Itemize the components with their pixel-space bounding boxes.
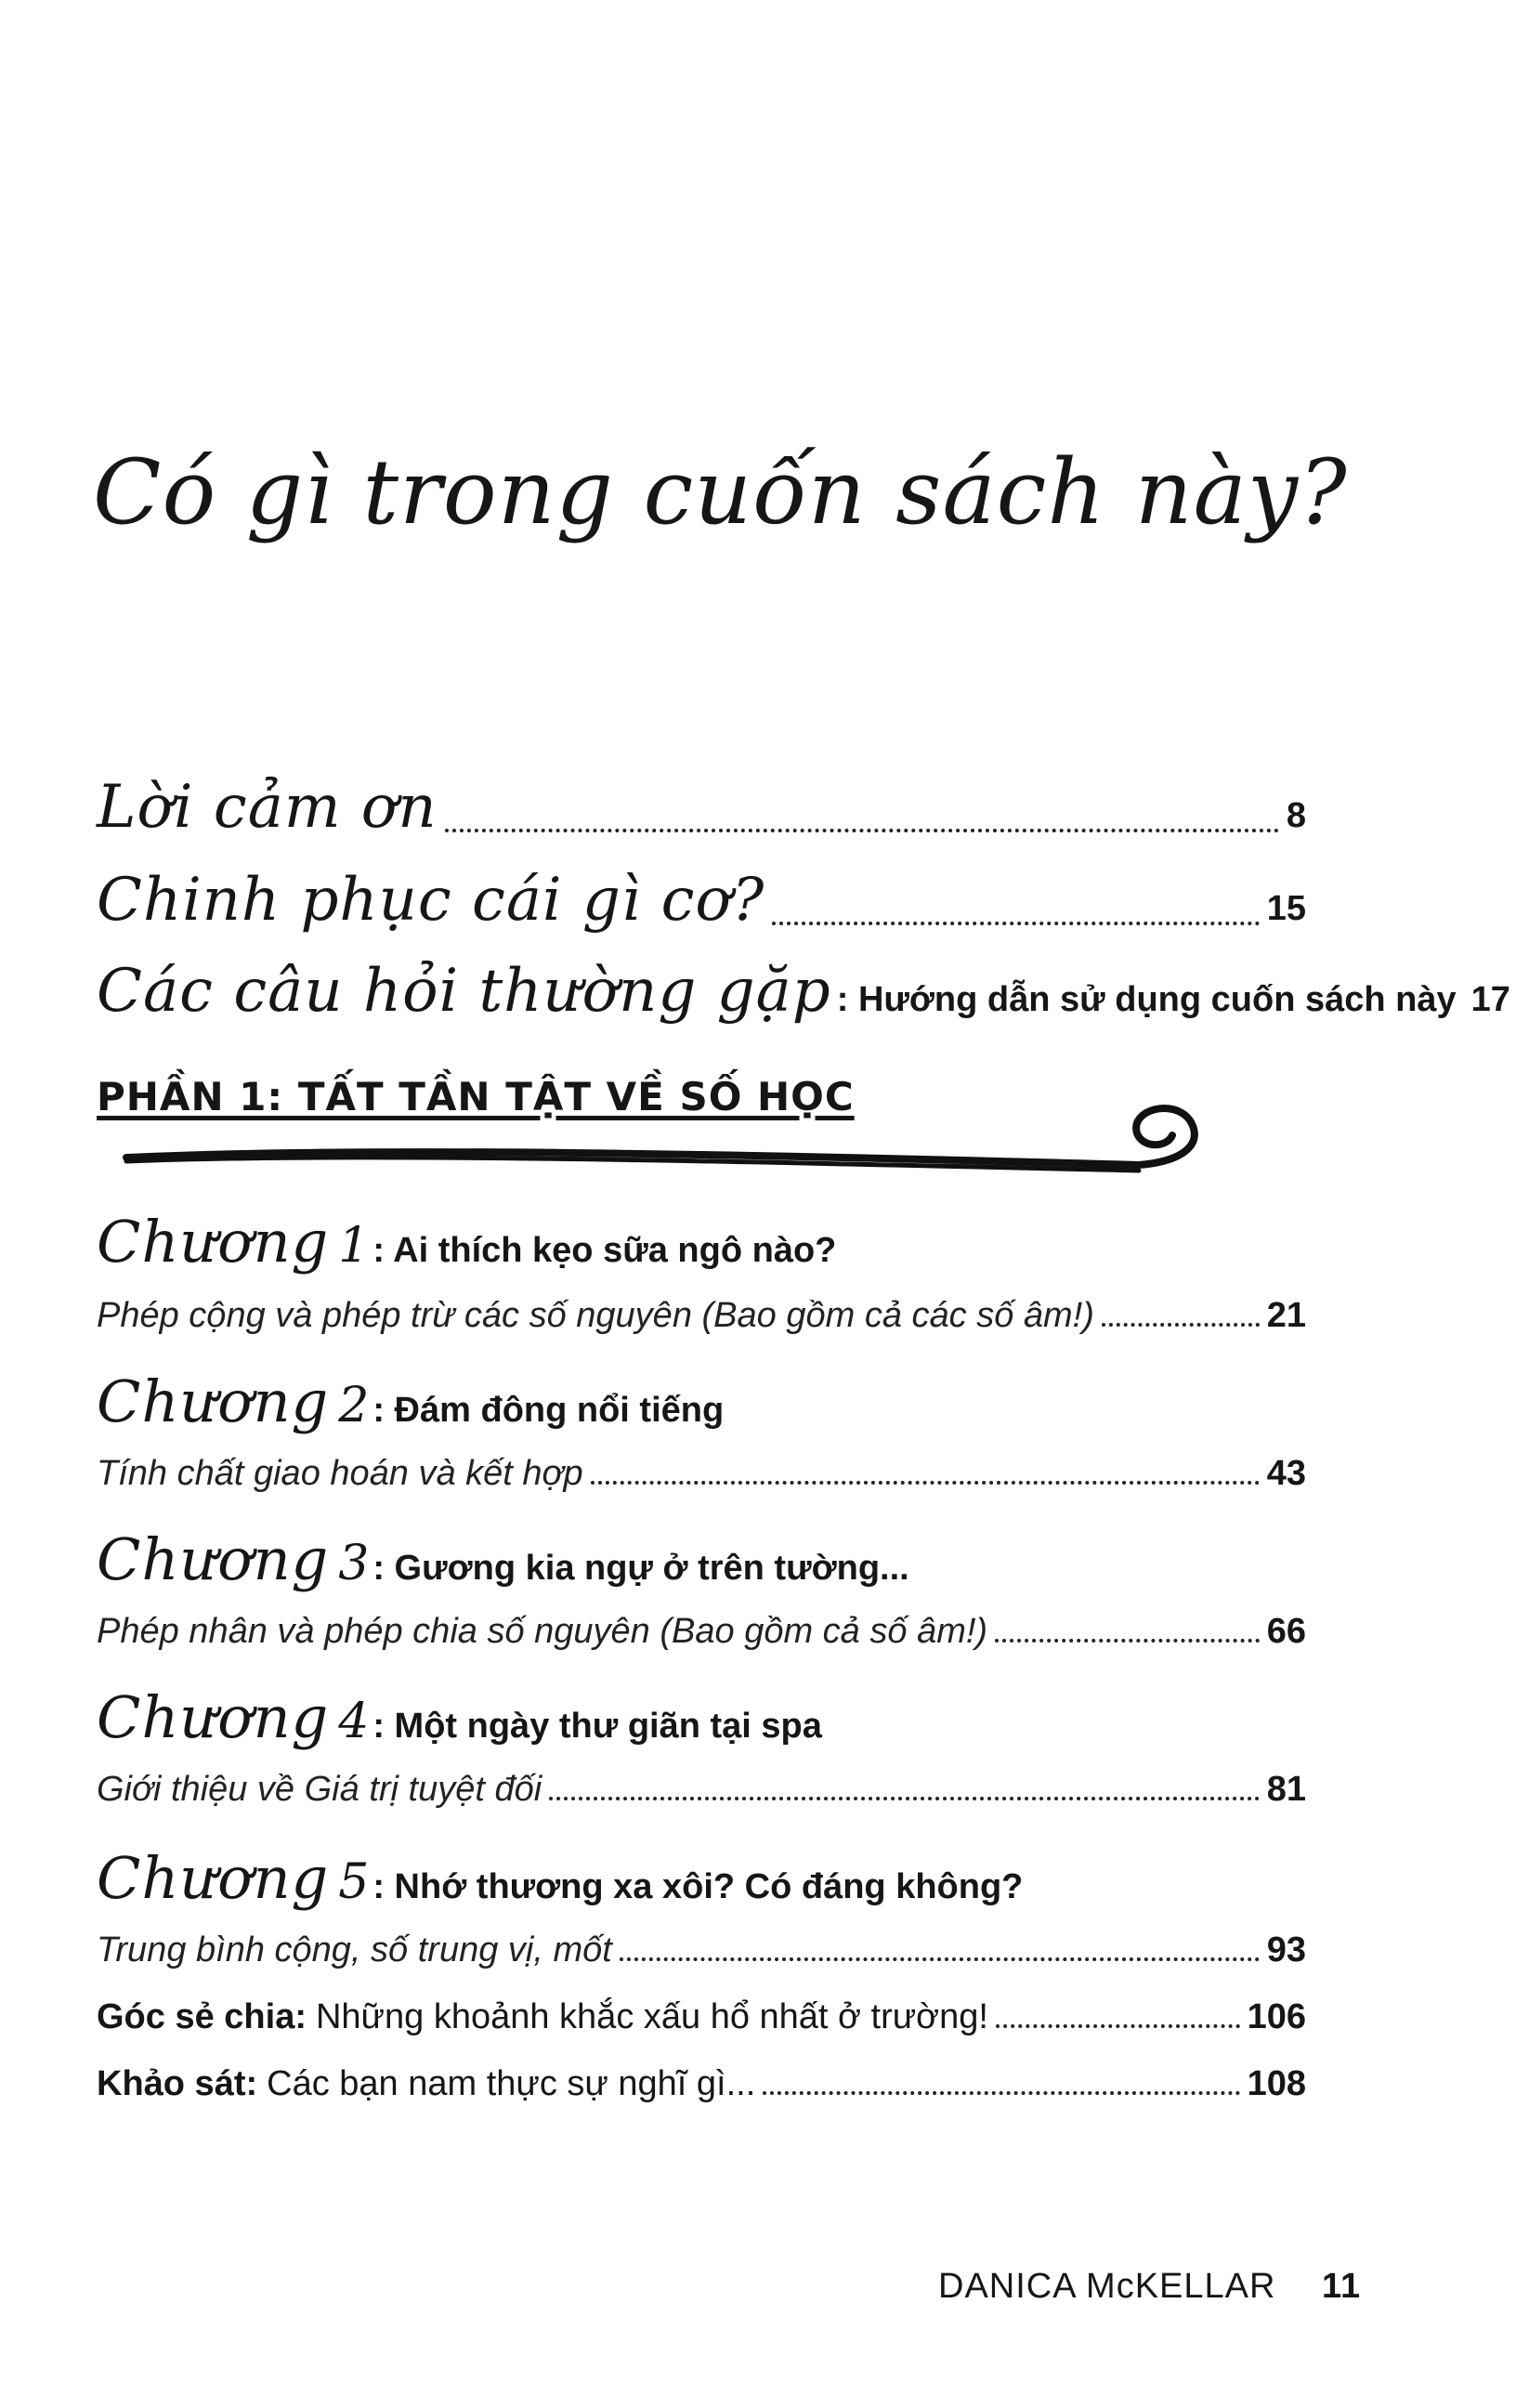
chapter-2-title [97, 1368, 724, 1435]
chapter-word: Chương [97, 1683, 330, 1751]
chapter-number: 4 [338, 1694, 370, 1749]
chapter-name: : Đám đông nổi tiếng [372, 1391, 725, 1430]
toc-entry-chapter-4[interactable] [97, 1770, 1306, 1810]
toc-entry-label: Lời cảm ơn [97, 773, 438, 842]
extra-label: Khảo sát: [97, 2064, 258, 2103]
toc-entry-sharing-corner[interactable] [97, 1997, 1306, 2037]
chapter-name: : Ai thích kẹo sữa ngô nào? [372, 1231, 837, 1270]
footer-author: DANICA McKELLAR [938, 2267, 1276, 2306]
chapter-subtitle: Tính chất giao hoán và kết hợp [97, 1454, 583, 1493]
dot-leader [445, 829, 1279, 832]
toc-page-number: 15 [1266, 889, 1306, 928]
chapter-5-title [97, 1844, 1023, 1912]
chapter-name: : Gương kia ngự ở trên tường... [372, 1549, 909, 1588]
chapter-number: 2 [338, 1378, 370, 1433]
toc-page-number: 81 [1266, 1770, 1306, 1809]
chapter-4-title [97, 1683, 822, 1751]
dot-leader [996, 2024, 1240, 2028]
chapter-name: : Một ngày thư giãn tại spa [372, 1707, 822, 1746]
part-divider-swirl [89, 1087, 1213, 1189]
page-footer [938, 2267, 1361, 2307]
chapter-subtitle: Trung bình cộng, số trung vị, mốt [97, 1930, 612, 1970]
toc-page-number: 66 [1266, 1612, 1306, 1651]
chapter-word: Chương [97, 1525, 330, 1593]
toc-entry-chapter-3[interactable] [97, 1612, 1306, 1652]
toc-entry-chapter-5[interactable] [97, 1930, 1306, 1970]
chapter-subtitle: Phép nhân và phép chia số nguyên (Bao gồm cả số âm!) [97, 1612, 988, 1651]
toc-entry-label: Chinh phục cái gì cơ? [97, 866, 765, 935]
toc-page-number: 8 [1286, 796, 1306, 835]
chapter-word: Chương [97, 1368, 330, 1435]
toc-entry-survey[interactable] [97, 2064, 1306, 2104]
toc-entry-chapter-2[interactable] [97, 1454, 1306, 1494]
chapter-1-title [97, 1208, 836, 1276]
toc-entry-suffix: : Hướng dẫn sử dụng cuốn sách này [836, 980, 1457, 1019]
dot-leader [995, 1639, 1260, 1642]
toc-entry-faq[interactable] [97, 957, 1510, 1026]
dot-leader [549, 1797, 1260, 1800]
toc-page-number: 108 [1247, 2064, 1306, 2103]
chapter-subtitle: Phép cộng và phép trừ các số nguyên (Bao gồm cả các số âm!) [97, 1296, 1094, 1335]
extra-text: Những khoảnh khắc xấu hổ nhất ở trường! [315, 1997, 988, 2036]
toc-entry-label: Các câu hỏi thường gặp [97, 957, 831, 1026]
toc-entry-chapter-1[interactable] [97, 1296, 1306, 1336]
toc-entry-acknowledgements[interactable] [97, 773, 1306, 842]
chapter-number: 3 [338, 1536, 370, 1591]
dot-leader [763, 2091, 1239, 2095]
toc-page-number: 106 [1247, 1997, 1306, 2036]
dot-leader [591, 1481, 1260, 1485]
dot-leader [772, 922, 1259, 925]
page-title: Có gì trong cuốn sách này? [93, 440, 1348, 544]
toc-entry-conquer[interactable] [97, 866, 1306, 935]
chapter-name: : Nhớ thương xa xôi? Có đáng không? [372, 1867, 1024, 1906]
part-heading: PHẦN 1: TẤT TẦN TẬT VỀ SỐ HỌC [97, 1074, 855, 1119]
dot-leader [1102, 1323, 1260, 1327]
footer-page-number: 11 [1322, 2267, 1362, 2306]
toc-page-number: 43 [1266, 1454, 1306, 1493]
chapter-3-title [97, 1525, 909, 1593]
extra-text: Các bạn nam thực sự nghĩ gì... [267, 2064, 756, 2103]
toc-page-number: 21 [1266, 1296, 1306, 1335]
chapter-number: 5 [338, 1854, 370, 1910]
chapter-word: Chương [97, 1844, 330, 1912]
chapter-word: Chương [97, 1208, 330, 1276]
toc-page-number: 93 [1266, 1930, 1306, 1970]
dot-leader [620, 1957, 1260, 1961]
chapter-subtitle: Giới thiệu về Giá trị tuyệt đối [97, 1770, 542, 1809]
chapter-number: 1 [338, 1218, 370, 1274]
extra-label: Góc sẻ chia: [97, 1997, 307, 2036]
toc-page-number: 17 [1470, 980, 1510, 1019]
